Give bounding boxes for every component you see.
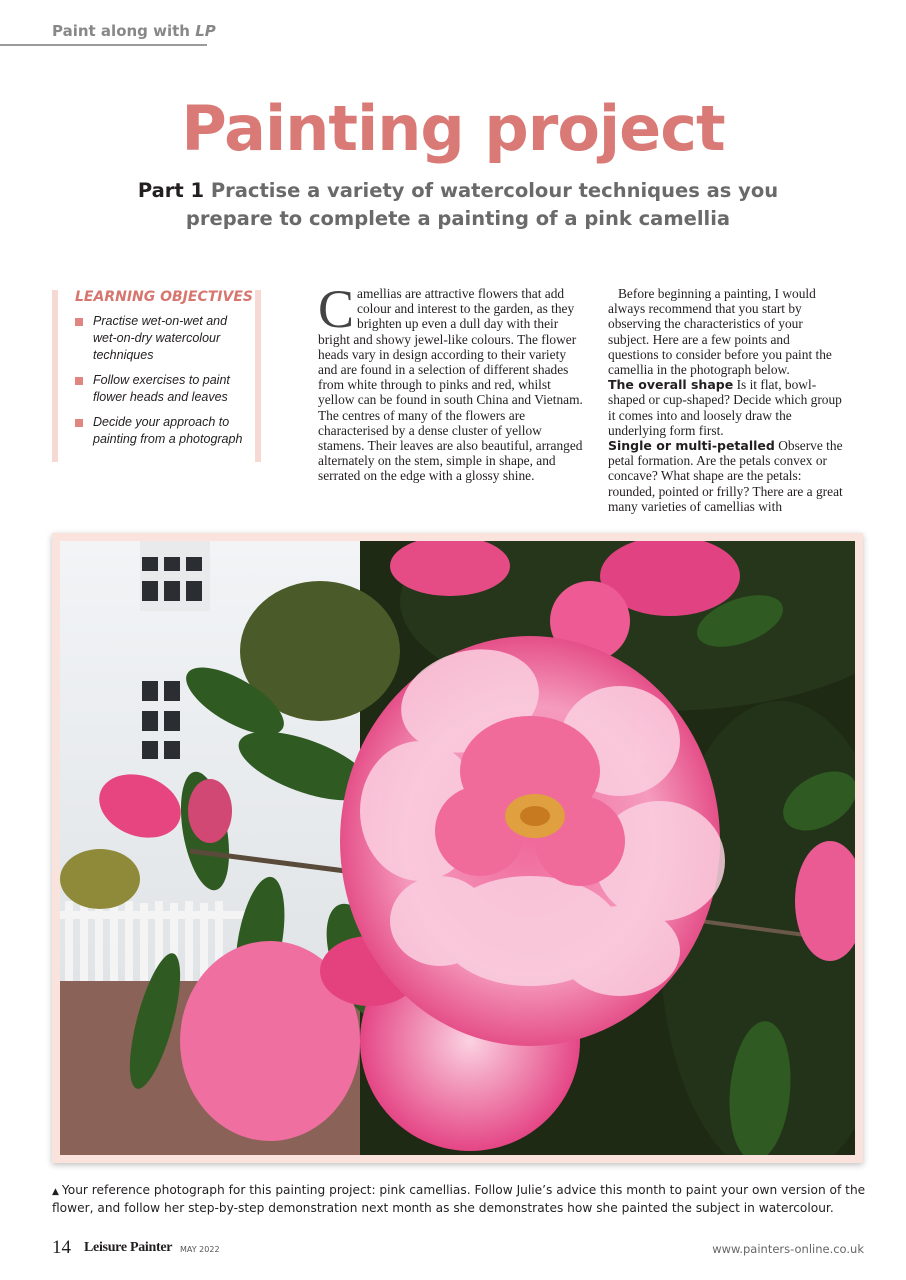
bullet-icon bbox=[75, 318, 83, 326]
col1-text: amellias are attractive flowers that add colour and interest to the garden, as they brighten up even a dull day with their bright and showy jewel-like colours. The flower heads vary in design according to their variety and are found in a selection of different shades from white through to pinks and red, whilst yellow can be found in south China and Vietnam. The centres of many of the flowers are characterised by a dense cluster of yellow stamens. Their leaves are also beautiful, arranged alternately on the stem, simple in shape, and serrated on the edge with a glossy shine. bbox=[318, 286, 583, 484]
page-title: Painting project bbox=[181, 92, 725, 165]
subhead-petalled-text: Observe the petal formation. Are the petals convex or concave? What shape are the petals: rounded, pointed or frilly? There are a great many varieties of camellias with bbox=[608, 438, 843, 514]
subhead-petalled: Single or multi-petalled bbox=[608, 438, 775, 454]
camellia-photo bbox=[60, 541, 855, 1155]
drop-cap: C bbox=[318, 279, 355, 339]
running-head-lp: LP bbox=[195, 22, 216, 40]
subtitle-text: Practise a variety of watercolour techniques as you prepare to complete a painting of a pink camellia bbox=[185, 179, 779, 230]
objective-text: Practise wet-on-wet and wet-on-dry watercolour techniques bbox=[93, 314, 228, 362]
learning-objectives-heading: LEARNING OBJECTIVES bbox=[75, 289, 253, 305]
running-head-text: Paint along with bbox=[52, 22, 190, 40]
triangle-icon: ▲ bbox=[52, 1187, 59, 1197]
magazine-name: Leisure Painter bbox=[84, 1240, 173, 1255]
running-head bbox=[52, 22, 216, 40]
body-column-2 bbox=[608, 286, 843, 514]
subtitle-part: Part 1 bbox=[137, 179, 205, 202]
page-number: 14 bbox=[52, 1237, 71, 1258]
objective-text: Follow exercises to paint flower heads and leaves bbox=[93, 373, 230, 404]
page-subtitle bbox=[100, 177, 816, 233]
running-head-rule bbox=[0, 44, 207, 46]
bullet-icon bbox=[75, 377, 83, 385]
col2-intro: Before beginning a painting, I would always recommend that you start by observing the characteristics of your subject. Here are a few points and questions to consider before you paint the camellia in the photograph below. bbox=[608, 286, 832, 378]
subhead-overall-shape-text: Is it flat, bowl-shaped or cup-shaped? Decide which group it comes into and loosely draw the underlying form first. bbox=[608, 377, 842, 438]
bullet-icon bbox=[75, 419, 83, 427]
body-column-1 bbox=[318, 279, 583, 484]
objective-item bbox=[75, 313, 250, 364]
caption-text: Your reference photograph for this painting project: pink camellias. Follow Julie’s advice this month to paint your own version of the flower, and follow her step-by-step demonstration next month as she demonstrates how she painted the subject in watercolour. bbox=[52, 1183, 866, 1215]
objective-item bbox=[75, 414, 250, 448]
issue-date: MAY 2022 bbox=[180, 1245, 220, 1254]
photo-caption bbox=[52, 1182, 872, 1216]
objective-item bbox=[75, 372, 250, 406]
website-url: www.painters-online.co.uk bbox=[712, 1242, 864, 1256]
objective-text: Decide your approach to painting from a photograph bbox=[93, 415, 243, 446]
subhead-overall-shape: The overall shape bbox=[608, 377, 734, 393]
